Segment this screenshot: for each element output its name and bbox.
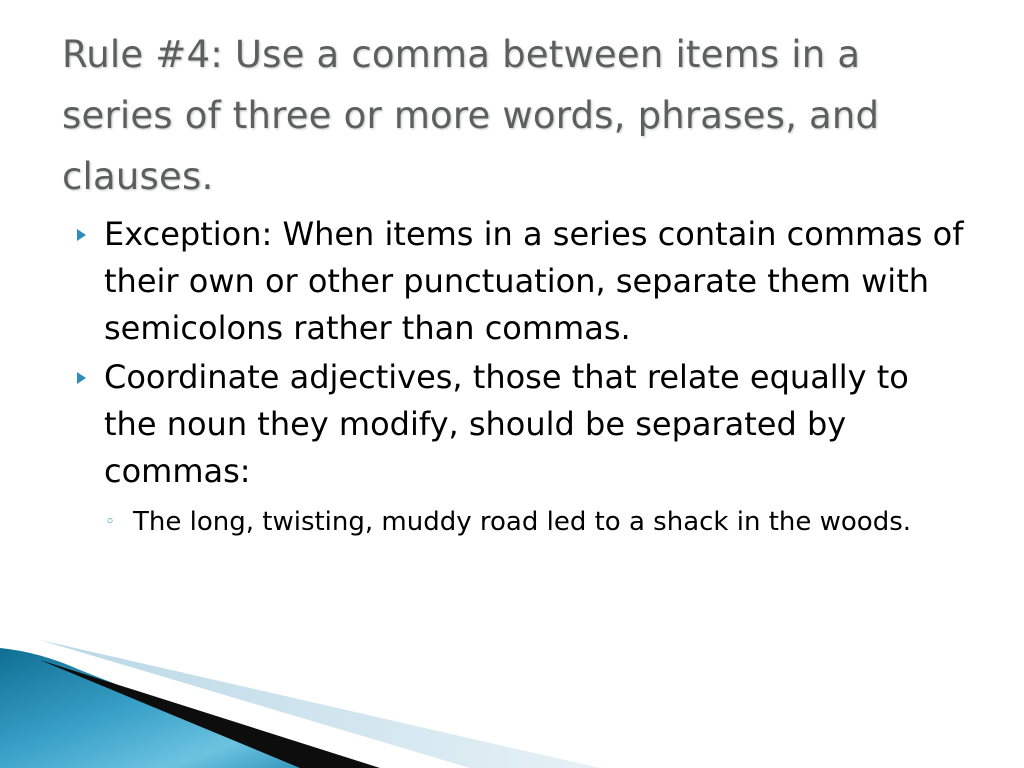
bullet-text: Coordinate adjectives, those that relate equally to the noun they modify, should be separated by commas: [104, 358, 909, 490]
sub-bullet-text: The long, twisting, muddy road led to a shack in the woods. [133, 507, 912, 537]
bullet-list [0, 211, 1024, 542]
bullet-item-exception [0, 211, 1024, 352]
sub-bullet-item-example [0, 503, 1024, 542]
hollow-circle-icon: ◦ [105, 512, 116, 532]
right-triangle-icon [77, 372, 86, 384]
right-triangle-icon [77, 229, 86, 241]
bullet-text: Exception: When items in a series contain commas of their own or other punctuation, separate them with semicolons rather than commas. [104, 215, 964, 347]
bullet-item-coordinate-adjectives [0, 354, 1024, 495]
slide-title: Rule #4: Use a comma between items in a series of three or more words, phrases, and clauses. [62, 33, 880, 198]
